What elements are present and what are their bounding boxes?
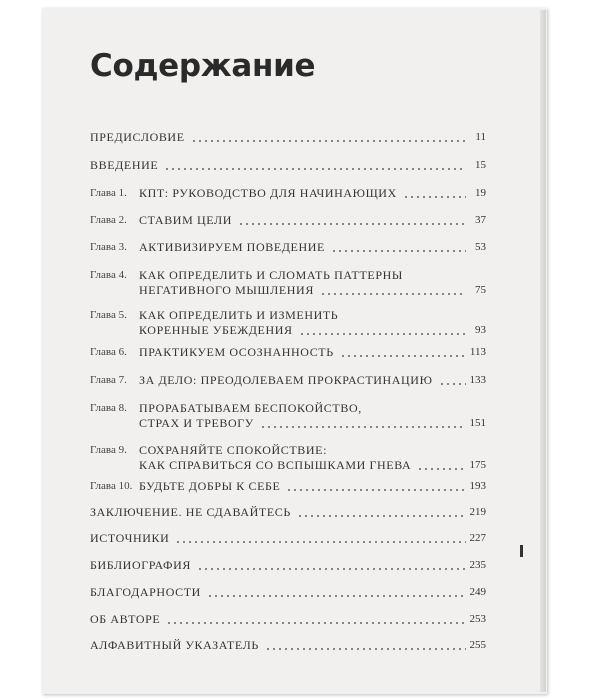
dot-leader (197, 568, 466, 570)
toc-entry[interactable] (90, 345, 486, 360)
dot-leader (286, 489, 466, 491)
toc-title: ПРЕДИСЛОВИЕ (90, 130, 185, 144)
dot-leader (331, 250, 466, 252)
dot-leader (164, 168, 466, 170)
toc-title: ЗА ДЕЛО: ПРЕОДОЛЕВАЕМ ПРОКРАСТИНАЦИЮ (139, 373, 433, 387)
toc-title: ЗАКЛЮЧЕНИЕ. НЕ СДАВАЙТЕСЬ (90, 505, 291, 519)
toc-entry[interactable] (90, 558, 486, 573)
toc-entry[interactable] (90, 158, 486, 173)
chapter-number: Глава 8. (90, 402, 127, 414)
toc-title: ВВЕДЕНИЕ (90, 158, 159, 172)
dot-leader (299, 333, 466, 335)
toc-line (90, 158, 486, 173)
page-number: 253 (469, 613, 486, 625)
page-number: 227 (469, 532, 486, 544)
dot-leader (166, 622, 466, 624)
page-number: 53 (475, 241, 486, 253)
toc-title: БИБЛИОГРАФИЯ (90, 558, 191, 572)
chapter-number: Глава 10. (90, 480, 133, 492)
dot-leader (175, 541, 466, 543)
page-number: 133 (469, 374, 486, 386)
toc-line (90, 213, 486, 228)
toc-entry[interactable] (90, 505, 486, 520)
chapter-number: Глава 2. (90, 214, 127, 226)
toc-entry[interactable] (90, 531, 486, 546)
toc-line (90, 130, 486, 145)
dot-leader (297, 515, 466, 517)
page-number: 249 (469, 586, 486, 598)
chapter-number: Глава 9. (90, 444, 127, 456)
dot-leader (265, 648, 466, 650)
dot-leader (238, 223, 466, 225)
toc-line (90, 638, 486, 653)
dot-leader (260, 426, 466, 428)
page-number: 113 (469, 346, 486, 358)
toc-line (90, 186, 486, 201)
chapter-number: Глава 6. (90, 346, 127, 358)
toc-line (90, 585, 486, 600)
dot-leader (207, 595, 466, 597)
toc-line (90, 240, 486, 255)
toc-entry[interactable] (90, 130, 486, 145)
toc-title: СТРАХ И ТРЕВОГУ (139, 416, 254, 430)
toc-line (90, 416, 486, 431)
toc-line (90, 612, 486, 627)
toc-title: КАК ОПРЕДЕЛИТЬ И ИЗМЕНИТЬ (139, 308, 339, 322)
page-number: 193 (469, 480, 486, 492)
page-number: 19 (475, 187, 486, 199)
toc-entry[interactable] (90, 213, 486, 228)
dot-leader (417, 468, 466, 470)
toc-line (90, 268, 486, 283)
toc-line (90, 479, 486, 494)
toc-entry[interactable] (90, 479, 486, 494)
toc-title: КАК СПРАВИТЬСЯ СО ВСПЫШКАМИ ГНЕВА (139, 458, 412, 472)
page-number: 175 (469, 459, 486, 471)
toc-line (90, 323, 486, 338)
toc-title: КОРЕННЫЕ УБЕЖДЕНИЯ (139, 323, 293, 337)
toc-entry[interactable] (90, 443, 486, 473)
toc-line (90, 283, 486, 298)
page-number: 75 (475, 284, 486, 296)
dot-leader (340, 355, 466, 357)
toc-line (90, 401, 486, 416)
toc-entry[interactable] (90, 373, 486, 388)
toc-line (90, 458, 486, 473)
toc-title: ОБ АВТОРЕ (90, 612, 161, 626)
toc-entry[interactable] (90, 638, 486, 653)
chapter-number: Глава 4. (90, 269, 127, 281)
chapter-number: Глава 3. (90, 241, 127, 253)
dot-leader (403, 196, 466, 198)
toc-entry[interactable] (90, 612, 486, 627)
page-number: 11 (475, 131, 486, 143)
toc-entry[interactable] (90, 401, 486, 431)
toc-line (90, 345, 486, 360)
chapter-number: Глава 7. (90, 374, 127, 386)
toc-line (90, 308, 486, 323)
toc-title: НЕГАТИВНОГО МЫШЛЕНИЯ (139, 283, 314, 297)
toc-line (90, 373, 486, 388)
chapter-number: Глава 5. (90, 309, 127, 321)
page-number: 93 (475, 324, 486, 336)
toc-entry[interactable] (90, 308, 486, 338)
page-number: 151 (469, 417, 486, 429)
toc-title: АКТИВИЗИРУЕМ ПОВЕДЕНИЕ (139, 240, 325, 254)
toc-title: ИСТОЧНИКИ (90, 531, 170, 545)
toc-line (90, 558, 486, 573)
toc-title: СОХРАНЯЙТЕ СПОКОЙСТВИЕ: (139, 443, 328, 457)
page-number: 235 (469, 559, 486, 571)
toc-title: ПРАКТИКУЕМ ОСОЗНАННОСТЬ (139, 345, 334, 359)
toc-entry[interactable] (90, 240, 486, 255)
page-title: Содержание (90, 48, 316, 84)
toc-title: КАК ОПРЕДЕЛИТЬ И СЛОМАТЬ ПАТТЕРНЫ (139, 268, 403, 282)
toc-entry[interactable] (90, 268, 486, 298)
toc-line (90, 531, 486, 546)
toc-line (90, 443, 486, 458)
toc-title: ПРОРАБАТЫВАЕМ БЕСПОКОЙСТВО, (139, 401, 362, 415)
toc-title: АЛФАВИТНЫЙ УКАЗАТЕЛЬ (90, 638, 259, 652)
page-number: 37 (475, 214, 486, 226)
toc-line (90, 505, 486, 520)
toc-title: КПТ: РУКОВОДСТВО ДЛЯ НАЧИНАЮЩИХ (139, 186, 397, 200)
toc-title: СТАВИМ ЦЕЛИ (139, 213, 232, 227)
dot-leader (439, 383, 466, 385)
toc-entry[interactable] (90, 186, 486, 201)
page-number: 219 (469, 506, 486, 518)
chapter-number: Глава 1. (90, 187, 127, 199)
toc-title: БЛАГОДАРНОСТИ (90, 585, 201, 599)
page-number: 255 (469, 639, 486, 651)
page-number: 15 (475, 159, 486, 171)
toc-entry[interactable] (90, 585, 486, 600)
dot-leader (191, 140, 466, 142)
dot-leader (320, 293, 466, 295)
toc-title: БУДЬТЕ ДОБРЫ К СЕБЕ (139, 479, 281, 493)
